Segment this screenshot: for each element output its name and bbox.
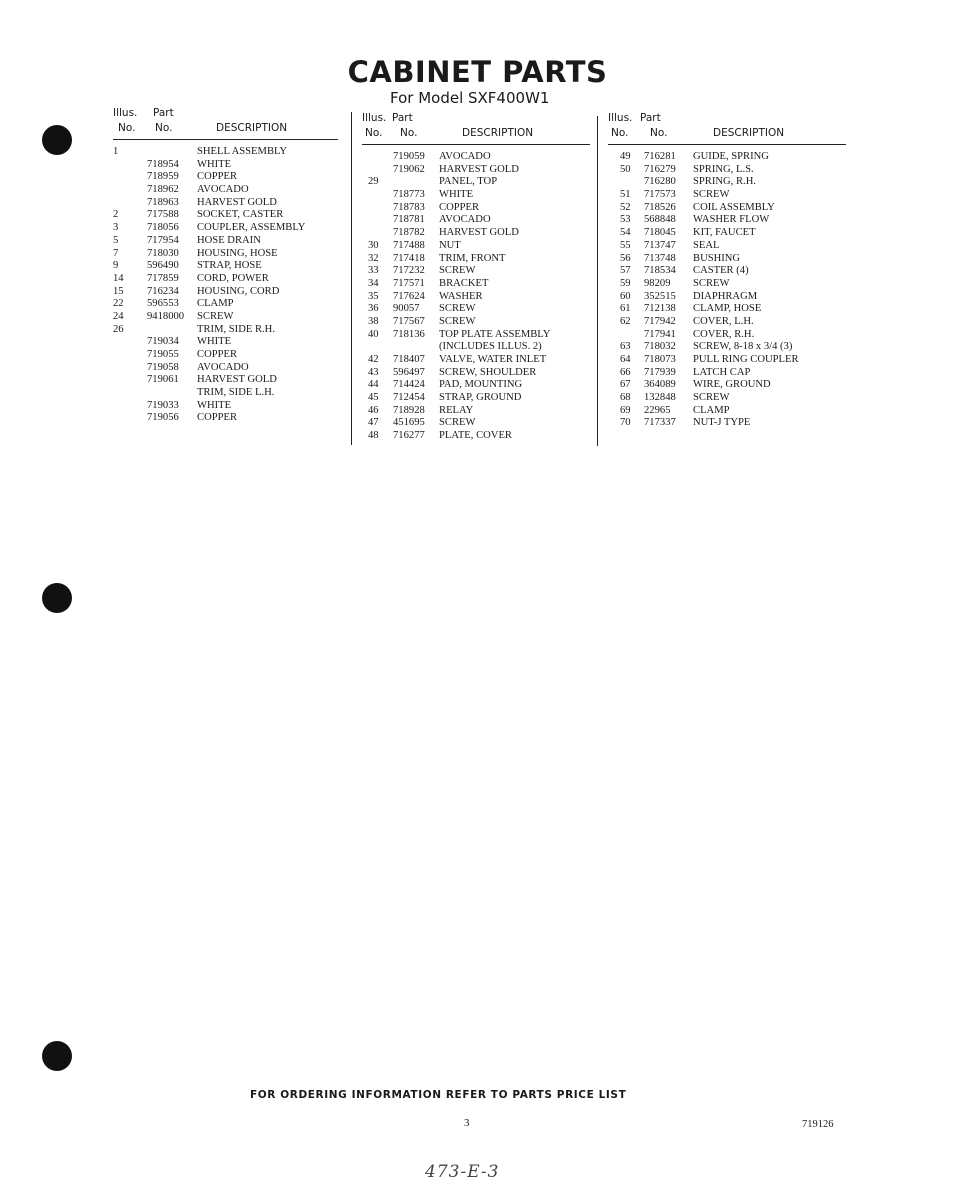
illus-number: 5 [113, 234, 119, 246]
table-row [608, 202, 846, 215]
table-row [113, 171, 338, 184]
illus-number: 56 [620, 252, 631, 264]
part-number: 717232 [393, 265, 425, 277]
part-number: 568848 [644, 214, 676, 226]
part-description: SCREW [693, 189, 730, 201]
table-row [608, 417, 846, 430]
part-description: COVER, L.H. [693, 315, 754, 327]
part-number: 717567 [393, 315, 425, 327]
illus-number: 44 [368, 379, 379, 391]
table-row [362, 189, 590, 202]
column-header [608, 112, 846, 145]
table-row [113, 349, 338, 362]
illus-number: 54 [620, 227, 631, 239]
part-number: 596490 [147, 260, 179, 272]
illus-number: 69 [620, 404, 631, 416]
part-description: SPRING, L.S. [693, 163, 754, 175]
illus-number: 48 [368, 430, 379, 442]
illus-number: 26 [113, 323, 124, 335]
illus-number: 40 [368, 328, 379, 340]
table-row [362, 379, 590, 392]
part-number: 718782 [393, 227, 425, 239]
part-description: CLAMP [197, 298, 234, 310]
table-row [113, 235, 338, 248]
part-number: 718954 [147, 158, 179, 170]
table-row [362, 291, 590, 304]
illus-number: 59 [620, 277, 631, 289]
part-description: STRAP, HOSE [197, 260, 262, 272]
part-number: 718962 [147, 184, 179, 196]
header-part-no: No. [155, 122, 173, 134]
part-description: WHITE [197, 399, 232, 411]
illus-number: 42 [368, 354, 379, 365]
table-row [608, 151, 846, 164]
part-description: BUSHING [693, 252, 741, 264]
table-row [113, 412, 338, 425]
part-description: SPRING, R.H. [693, 176, 756, 188]
part-description: SHELL ASSEMBLY [197, 146, 288, 157]
part-description: AVOCADO [197, 184, 249, 196]
part-number: 716277 [393, 430, 425, 442]
part-description: WHITE [197, 336, 232, 348]
part-description: DIAPHRAGM [693, 290, 758, 302]
table-row [608, 214, 846, 227]
document-number: 719126 [802, 1119, 834, 1130]
part-description: SOCKET, CASTER [197, 209, 284, 221]
illus-number: 29 [368, 176, 379, 188]
part-number: 712138 [644, 303, 676, 315]
page-number: 3 [464, 1117, 470, 1129]
part-description: SCREW [693, 277, 730, 289]
part-description: NUT-J TYPE [693, 417, 751, 429]
part-number: 716281 [644, 151, 676, 162]
table-row [608, 164, 846, 177]
illus-number: 22 [113, 298, 124, 310]
part-description: TOP PLATE ASSEMBLY [439, 328, 551, 340]
table-row [608, 329, 846, 342]
part-number: 718959 [147, 171, 179, 183]
part-description: SCREW, SHOULDER [439, 366, 537, 378]
part-number: 716234 [147, 285, 179, 297]
part-description: GUIDE, SPRING [693, 151, 769, 162]
part-number: 717941 [644, 328, 676, 340]
handwritten-note: 473-E-3 [425, 1162, 500, 1182]
part-description: WASHER FLOW [693, 214, 770, 226]
illus-number: 61 [620, 303, 631, 315]
header-illus: Illus. [362, 112, 387, 124]
table-row [608, 316, 846, 329]
table-row [608, 367, 846, 380]
table-row [362, 354, 590, 367]
table-row [362, 202, 590, 215]
table-row [113, 184, 338, 197]
part-description: HOSE DRAIN [197, 234, 261, 246]
part-number: 719034 [147, 336, 179, 348]
table-row [608, 278, 846, 291]
table-row [113, 197, 338, 210]
part-description: SEAL [693, 239, 720, 251]
table-row [362, 176, 590, 189]
part-number: 719056 [147, 412, 179, 424]
illus-number: 53 [620, 214, 631, 226]
part-number: 718073 [644, 354, 676, 365]
part-description: COPPER [439, 201, 480, 213]
illus-number: 24 [113, 310, 124, 322]
table-row [113, 146, 338, 159]
parts-column-3 [608, 112, 846, 430]
part-number: 716280 [644, 176, 676, 188]
table-row [362, 341, 590, 354]
parts-rows [608, 151, 846, 430]
punch-hole [42, 1041, 72, 1071]
part-number: 718045 [644, 227, 676, 239]
part-number: 98209 [644, 277, 671, 289]
part-number: 717954 [147, 234, 179, 246]
part-number: 716279 [644, 163, 676, 175]
table-row [113, 222, 338, 235]
part-description: SCREW [197, 310, 234, 322]
part-description: TRIM, SIDE L.H. [197, 387, 275, 399]
part-number: 714424 [393, 379, 425, 391]
illus-number: 32 [368, 252, 379, 264]
part-description: WASHER [439, 290, 483, 302]
table-row [608, 354, 846, 367]
part-description: HOUSING, CORD [197, 285, 280, 297]
part-number: 713748 [644, 252, 676, 264]
part-description: AVOCADO [439, 151, 491, 162]
table-row [113, 298, 338, 311]
header-part: Part [392, 112, 413, 124]
table-row [362, 367, 590, 380]
table-row [362, 303, 590, 316]
punch-hole [42, 583, 72, 613]
header-illus-no: No. [365, 127, 383, 139]
part-description: COPPER [197, 349, 238, 360]
illus-number: 55 [620, 239, 631, 251]
part-number: 719055 [147, 349, 179, 360]
part-description: VALVE, WATER INLET [439, 354, 547, 365]
part-number: 719062 [393, 163, 425, 175]
part-number: 712454 [393, 392, 425, 404]
part-description: SCREW [439, 303, 476, 315]
part-description: HARVEST GOLD [439, 227, 519, 239]
parts-rows [113, 146, 338, 425]
part-description: CLAMP, HOSE [693, 303, 762, 315]
header-part: Part [153, 107, 174, 119]
part-description: COPPER [197, 171, 238, 183]
table-row [113, 400, 338, 413]
ordering-info-footer: FOR ORDERING INFORMATION REFER TO PARTS PRICE LIST [250, 1089, 627, 1101]
part-number: 364089 [644, 379, 676, 391]
header-illus: Illus. [113, 107, 138, 119]
part-number: 718407 [393, 354, 425, 365]
part-description: BRACKET [439, 277, 489, 289]
punch-hole [42, 125, 72, 155]
part-number: 718032 [644, 341, 676, 353]
table-row [113, 209, 338, 222]
part-number: 719033 [147, 399, 179, 411]
part-description: PANEL, TOP [439, 176, 498, 188]
part-description: COVER, R.H. [693, 328, 755, 340]
parts-rows [362, 151, 590, 443]
part-number: 718534 [644, 265, 676, 277]
part-description: RELAY [439, 404, 474, 416]
table-row [362, 329, 590, 342]
table-row [113, 374, 338, 387]
part-description: SCREW [693, 392, 730, 404]
part-number: 22965 [644, 404, 671, 416]
table-row [113, 336, 338, 349]
table-row [113, 260, 338, 273]
part-description: PAD, MOUNTING [439, 379, 523, 391]
part-description: HARVEST GOLD [197, 196, 277, 208]
part-description: TRIM, FRONT [439, 252, 506, 264]
illus-number: 1 [113, 146, 119, 157]
table-row [362, 316, 590, 329]
part-description: TRIM, SIDE R.H. [197, 323, 275, 335]
part-number: 352515 [644, 290, 676, 302]
part-number: 596497 [393, 366, 425, 378]
part-number: 717624 [393, 290, 425, 302]
table-row [362, 417, 590, 430]
part-number: 717571 [393, 277, 425, 289]
illus-number: 43 [368, 366, 379, 378]
header-description: DESCRIPTION [462, 127, 534, 139]
table-row [113, 159, 338, 172]
part-description: COIL ASSEMBLY [693, 201, 775, 213]
illus-number: 49 [620, 151, 631, 162]
table-row [113, 387, 338, 400]
illus-number: 34 [368, 277, 379, 289]
part-description: AVOCADO [439, 214, 491, 226]
illus-number: 66 [620, 366, 631, 378]
part-description: HARVEST GOLD [439, 163, 519, 175]
part-number: 718056 [147, 222, 179, 234]
part-number: 719059 [393, 151, 425, 162]
part-description: KIT, FAUCET [693, 227, 756, 239]
part-description: SCREW [439, 265, 476, 277]
part-description: WIRE, GROUND [693, 379, 771, 391]
table-row [362, 405, 590, 418]
illus-number: 67 [620, 379, 631, 391]
table-row [362, 430, 590, 443]
part-number: 717942 [644, 315, 676, 327]
header-part-no: No. [650, 127, 668, 139]
header-illus-no: No. [118, 122, 136, 134]
part-number: 9418000 [147, 310, 185, 322]
column-divider [351, 112, 352, 445]
part-number: 717573 [644, 189, 676, 201]
table-row [608, 291, 846, 304]
part-description: COPPER [197, 412, 238, 424]
illus-number: 46 [368, 404, 379, 416]
table-row [113, 248, 338, 261]
parts-column-1 [113, 107, 338, 425]
table-row [608, 253, 846, 266]
header-description: DESCRIPTION [216, 122, 288, 134]
illus-number: 35 [368, 290, 379, 302]
part-number: 718773 [393, 189, 425, 201]
part-number: 718526 [644, 201, 676, 213]
page-subtitle: For Model SXF400W1 [390, 89, 550, 107]
part-number: 719061 [147, 374, 179, 386]
part-description: SCREW [439, 315, 476, 327]
illus-number: 9 [113, 260, 119, 272]
table-row [608, 341, 846, 354]
table-row [608, 392, 846, 405]
part-number: 718928 [393, 404, 425, 416]
part-number: 717337 [644, 417, 676, 429]
illus-number: 30 [368, 239, 379, 251]
table-row [608, 303, 846, 316]
part-description: CLAMP [693, 404, 730, 416]
illus-number: 51 [620, 189, 631, 201]
parts-column-2 [362, 112, 590, 443]
table-row [362, 265, 590, 278]
illus-number: 64 [620, 354, 631, 365]
part-number: 718783 [393, 201, 425, 213]
part-number: 717939 [644, 366, 676, 378]
table-row [113, 286, 338, 299]
header-illus: Illus. [608, 112, 633, 124]
part-description: (INCLUDES ILLUS. 2) [439, 341, 542, 353]
part-description: COUPLER, ASSEMBLY [197, 222, 306, 234]
header-description: DESCRIPTION [713, 127, 785, 139]
part-description: HARVEST GOLD [197, 374, 277, 386]
part-description: WHITE [439, 189, 474, 201]
part-description: WHITE [197, 158, 232, 170]
table-row [362, 392, 590, 405]
table-row [608, 379, 846, 392]
table-row [362, 151, 590, 164]
illus-number: 45 [368, 392, 379, 404]
table-row [113, 273, 338, 286]
column-divider [597, 116, 598, 446]
table-row [113, 324, 338, 337]
table-row [608, 227, 846, 240]
part-number: 713747 [644, 239, 676, 251]
part-number: 717488 [393, 239, 425, 251]
part-description: AVOCADO [197, 361, 249, 373]
illus-number: 63 [620, 341, 631, 353]
part-number: 132848 [644, 392, 676, 404]
part-number: 719058 [147, 361, 179, 373]
part-number: 717859 [147, 272, 179, 284]
illus-number: 60 [620, 290, 631, 302]
column-header [362, 112, 590, 145]
illus-number: 38 [368, 315, 379, 327]
header-part-no: No. [400, 127, 418, 139]
illus-number: 57 [620, 265, 631, 277]
part-description: HOUSING, HOSE [197, 247, 278, 259]
illus-number: 14 [113, 272, 124, 284]
part-number: 90057 [393, 303, 420, 315]
part-description: PULL RING COUPLER [693, 354, 799, 365]
table-row [362, 253, 590, 266]
table-row [362, 214, 590, 227]
part-description: CORD, POWER [197, 272, 269, 284]
header-illus-no: No. [611, 127, 629, 139]
illus-number: 7 [113, 247, 119, 259]
part-number: 717418 [393, 252, 425, 264]
part-number: 718136 [393, 328, 425, 340]
part-description: SCREW, 8-18 x 3/4 (3) [693, 341, 793, 353]
table-row [362, 278, 590, 291]
illus-number: 62 [620, 315, 631, 327]
table-row [362, 227, 590, 240]
table-row [113, 362, 338, 375]
part-number: 718781 [393, 214, 425, 226]
table-row [608, 265, 846, 278]
part-number: 451695 [393, 417, 425, 429]
table-row [113, 311, 338, 324]
table-row [608, 189, 846, 202]
illus-number: 3 [113, 222, 119, 234]
page-title: CABINET PARTS [347, 55, 608, 89]
part-description: STRAP, GROUND [439, 392, 522, 404]
part-description: PLATE, COVER [439, 430, 512, 442]
table-row [608, 176, 846, 189]
table-row [362, 240, 590, 253]
illus-number: 50 [620, 163, 631, 175]
illus-number: 70 [620, 417, 631, 429]
column-header [113, 107, 338, 140]
table-row [608, 405, 846, 418]
part-number: 718963 [147, 196, 179, 208]
part-number: 717588 [147, 209, 179, 221]
table-row [608, 240, 846, 253]
illus-number: 33 [368, 265, 379, 277]
part-number: 718030 [147, 247, 179, 259]
illus-number: 47 [368, 417, 379, 429]
illus-number: 52 [620, 201, 631, 213]
part-description: LATCH CAP [693, 366, 751, 378]
illus-number: 15 [113, 285, 124, 297]
part-number: 596553 [147, 298, 179, 310]
table-row [362, 164, 590, 177]
part-description: CASTER (4) [693, 265, 749, 277]
illus-number: 2 [113, 209, 119, 221]
header-part: Part [640, 112, 661, 124]
part-description: NUT [439, 239, 461, 251]
illus-number: 36 [368, 303, 379, 315]
part-description: SCREW [439, 417, 476, 429]
illus-number: 68 [620, 392, 631, 404]
